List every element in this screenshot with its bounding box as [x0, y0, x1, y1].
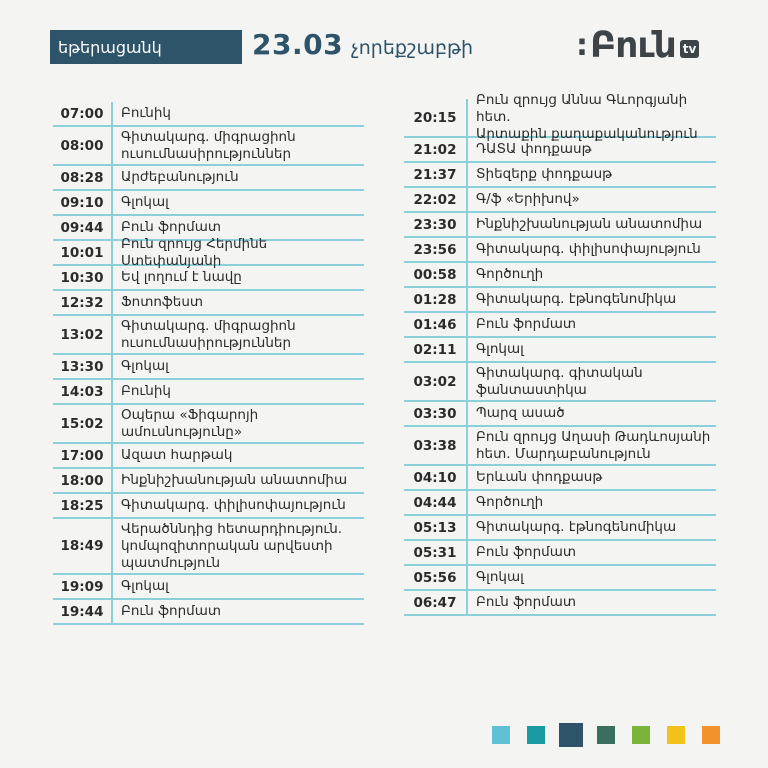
schedule-row: [404, 591, 716, 616]
logo-word: Բուն: [590, 24, 676, 66]
schedule-program: Բուն ֆորմատ: [466, 541, 716, 564]
schedule-row: [404, 188, 716, 213]
schedule-program: Գլոկալ: [111, 575, 364, 598]
schedule-row: [404, 338, 716, 363]
schedule-row: [53, 519, 364, 575]
schedule-program: Գլոկալ: [466, 566, 716, 589]
schedule-time: 15:02: [60, 415, 104, 432]
schedule-row: [404, 541, 716, 566]
schedule-row: [404, 288, 716, 313]
schedule-time: 04:10: [413, 469, 457, 486]
schedule-row: [404, 363, 716, 402]
schedule-time: 08:00: [60, 137, 104, 154]
schedule-row: [404, 491, 716, 516]
schedule-program: Տիեզերք փոդքասթ: [466, 163, 716, 186]
schedule-program: Գլոկալ: [111, 191, 364, 214]
schedule-time: 10:01: [60, 244, 104, 261]
schedule-program: Բուն զրույց Հերմինե Ստեփանյանի: [111, 241, 364, 264]
schedule-row: [404, 516, 716, 541]
schedule-program: Գիտակարգ. փիլիսոփայություն: [111, 494, 364, 517]
color-square: [702, 726, 720, 744]
schedule-row: [404, 427, 716, 466]
schedule-program: Բունիկ: [111, 380, 364, 403]
channel-logo: [576, 24, 699, 66]
schedule-time: 18:00: [60, 472, 104, 489]
schedule-program: Բուն զրույց Աղասի Թադևոսյանի հետ. Մարդաբանություն: [466, 427, 716, 464]
schedule-program: Բուն զրույց Աննա Գևորգյանի հետ. Արտաքին քաղաքականություն: [466, 99, 716, 136]
schedule-program: Գիտակարգ. փիլիսոփայություն: [466, 238, 716, 261]
schedule-program: Ֆոտոֆեստ: [111, 291, 364, 314]
color-square: [492, 726, 510, 744]
color-square: [597, 726, 615, 744]
schedule-time: 22:02: [413, 191, 457, 208]
schedule-row: [53, 600, 364, 625]
schedule-row: [404, 402, 716, 427]
schedule-row: [404, 263, 716, 288]
schedule-program: Գլոկալ: [466, 338, 716, 361]
schedule-row: [404, 213, 716, 238]
schedule-time: 19:44: [60, 603, 104, 620]
schedule-program: Գործուղի: [466, 263, 716, 286]
schedule-time: 10:30: [60, 269, 104, 286]
schedule-program: Բուն ֆորմատ: [111, 600, 364, 623]
schedule-program: Ինքնիշխանության անատոմիա: [466, 213, 716, 236]
schedule-program: Երևան փոդքասթ: [466, 466, 716, 489]
schedule-time: 21:37: [413, 166, 457, 183]
schedule-row: [53, 444, 364, 469]
schedule-program: Գիտակարգ. էթնոգենոմիկա: [466, 516, 716, 539]
schedule-time: 05:56: [413, 569, 457, 586]
schedule-row: [53, 405, 364, 444]
schedule-row: [404, 566, 716, 591]
schedule-program: Բուն ֆորմատ: [466, 591, 716, 614]
schedule-row: [53, 166, 364, 191]
schedule-row: [404, 163, 716, 188]
schedule-time: 09:44: [60, 219, 104, 236]
logo-colon: :: [576, 27, 588, 63]
schedule-time: 00:58: [413, 266, 457, 283]
schedule-row: [53, 355, 364, 380]
schedule-program: Գիտակարգ. գիտական ֆանտաստիկա: [466, 363, 716, 400]
schedule-row: [404, 92, 716, 142]
schedule-time: 14:03: [60, 383, 104, 400]
schedule-program: Վերածննդից հետարդիություն. կոմպոզիտորական արվեստի պատմություն: [111, 519, 364, 573]
schedule-program: Օպերա «Ֆիգարոյի ամուսնությունը»: [111, 405, 364, 442]
schedule-program: Գիտակարգ. միգրացիոն ուսումնասիրություններ: [111, 127, 364, 164]
schedule-program: Բուն ֆորմատ: [466, 313, 716, 336]
schedule-row: [53, 316, 364, 355]
color-squares: [492, 726, 737, 747]
schedule-program: Եվ լողում է նավը: [111, 266, 364, 289]
date-number: 23.03: [252, 28, 344, 61]
schedule-column-left: [53, 102, 364, 625]
schedule-program: Արժեբանություն: [111, 166, 364, 189]
schedule-time: 03:02: [413, 373, 457, 390]
schedule-row: [53, 191, 364, 216]
schedule-row: [53, 494, 364, 519]
schedule-time: 17:00: [60, 447, 104, 464]
schedule-time: 03:38: [413, 437, 457, 454]
schedule-time: 21:02: [413, 141, 457, 158]
schedule-time: 20:15: [413, 109, 457, 126]
schedule-row: [53, 127, 364, 166]
schedule-row: [53, 102, 364, 127]
schedule-time: 13:02: [60, 326, 104, 343]
schedule-row: [404, 138, 716, 163]
schedule-time: 01:46: [413, 316, 457, 333]
schedule-time: 19:09: [60, 578, 104, 595]
schedule-row: [404, 238, 716, 263]
schedule-label-text: եթերացանկ: [58, 37, 162, 57]
schedule-row: [404, 466, 716, 491]
color-square: [559, 723, 583, 747]
schedule-row: [53, 380, 364, 405]
schedule-label: [50, 30, 242, 64]
weekday: չորեքշաբթի: [351, 37, 474, 59]
logo-tv-badge: tv: [680, 40, 700, 58]
schedule-time: 23:56: [413, 241, 457, 258]
schedule-time: 06:47: [413, 594, 457, 611]
schedule-time: 01:28: [413, 291, 457, 308]
schedule-row: [53, 469, 364, 494]
schedule-time: 05:13: [413, 519, 457, 536]
date-heading: [252, 28, 473, 61]
schedule-program: Ինքնիշխանության անատոմիա: [111, 469, 364, 492]
schedule-program: Բուն ֆորմատ: [111, 216, 364, 239]
schedule-program: Գործուղի: [466, 491, 716, 514]
schedule-program: ԴԱՏԱ փոդքասթ: [466, 138, 716, 161]
schedule-time: 03:30: [413, 405, 457, 422]
schedule-row: [53, 291, 364, 316]
color-square: [527, 726, 545, 744]
schedule-program: Գլոկալ: [111, 355, 364, 378]
schedule-time: 12:32: [60, 294, 104, 311]
schedule-program: Գ/ֆ «Երիխով»: [466, 188, 716, 211]
schedule-row: [53, 575, 364, 600]
color-square: [632, 726, 650, 744]
schedule-program: Պարզ ասած: [466, 402, 716, 425]
schedule-time: 13:30: [60, 358, 104, 375]
schedule-row: [404, 313, 716, 338]
schedule-program: Գիտակարգ. միգրացիոն ուսումնասիրություններ: [111, 316, 364, 353]
schedule-time: 04:44: [413, 494, 457, 511]
schedule-time: 18:25: [60, 497, 104, 514]
schedule-time: 18:49: [60, 538, 104, 554]
schedule-time: 09:10: [60, 194, 104, 211]
schedule-program: Ազատ հարթակ: [111, 444, 364, 467]
color-square: [667, 726, 685, 744]
schedule-time: 08:28: [60, 169, 104, 186]
schedule-program: Գիտակարգ. էթնոգենոմիկա: [466, 288, 716, 311]
schedule-column-right: [404, 92, 716, 616]
schedule-row: [53, 266, 364, 291]
schedule-time: 02:11: [413, 341, 457, 358]
schedule-time: 07:00: [60, 105, 104, 122]
schedule-row: [53, 235, 364, 269]
schedule-time: 05:31: [413, 544, 457, 561]
schedule-time: 23:30: [413, 216, 457, 233]
schedule-program: Բունիկ: [111, 102, 364, 125]
